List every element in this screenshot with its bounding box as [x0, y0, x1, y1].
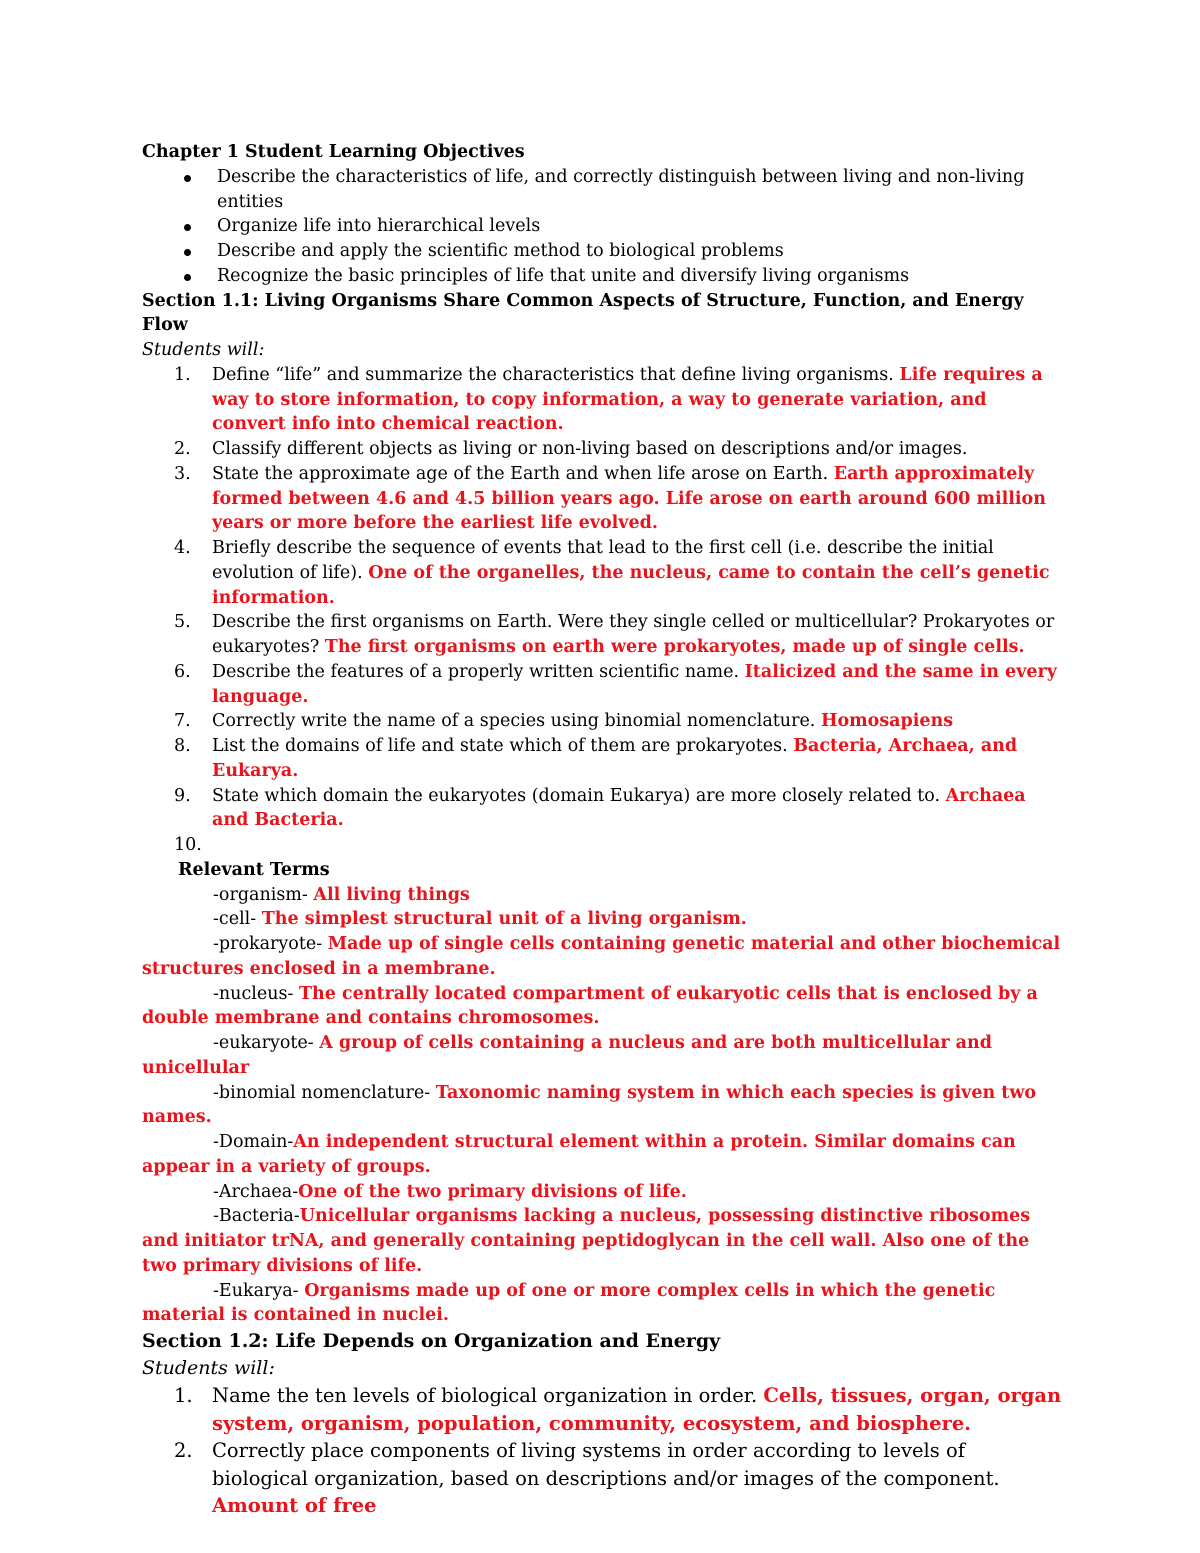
- term-definition: Made up of single cells containing genetic material and other biochemical structures enclosed in a membrane.: [142, 934, 1061, 979]
- chapter-title: Chapter 1 Student Learning Objectives: [142, 142, 525, 162]
- item-number: 7.: [174, 711, 191, 732]
- question-text: Correctly write the name of a species using binomial nomenclature.: [212, 711, 816, 732]
- objective-item: Organize life into hierarchical levels: [142, 214, 1062, 239]
- students-will-label: Students will:: [142, 340, 265, 360]
- answer-text: Archaea and Bacteria.: [212, 785, 1026, 831]
- term-name: -eukaryote-: [213, 1033, 314, 1053]
- objective-row: [142, 784, 1062, 834]
- term-definition: A group of cells containing a nucleus and are both multicellular and unicellular: [142, 1033, 992, 1078]
- item-number: 9.: [174, 785, 191, 806]
- term-entry: [142, 907, 1062, 932]
- objective-row: [142, 734, 1062, 784]
- term-definition: Unicellular organisms lacking a nucleus, possessing distinctive ribosomes and initiator trNA, and generally containing peptidoglycan in the cell wall. Also one of the two primary divisions of life.: [142, 1206, 1031, 1276]
- term-definition: Organisms made up of one or more complex cells in which the genetic material is contained in nuclei.: [142, 1280, 996, 1326]
- term-name: -Archaea-: [213, 1181, 299, 1202]
- section-1-2-title: Section 1.2: Life Depends on Organization and Energy: [142, 1330, 721, 1352]
- item-number: 5.: [174, 612, 191, 633]
- term-entry: [142, 982, 1062, 1032]
- question-text: List the domains of life and state which of them are prokaryotes.: [212, 736, 788, 756]
- item-number: 2.: [174, 439, 191, 459]
- question-text: Define “life” and summarize the characteristics that define living organisms.: [212, 364, 894, 385]
- objective-item: Describe the characteristics of life, and correctly distinguish between living and non-living entities: [142, 165, 1062, 215]
- item-number: 10.: [174, 835, 202, 855]
- question-text: Name the ten levels of biological organization in order.: [212, 1384, 758, 1407]
- item-number: 1.: [174, 1384, 193, 1407]
- term-name: -Eukarya-: [213, 1280, 299, 1301]
- objective-item: Recognize the basic principles of life that unite and diversify living organisms: [142, 264, 1062, 289]
- term-name: -binomial nomenclature-: [213, 1082, 431, 1103]
- term-name: -nucleus-: [213, 983, 294, 1004]
- term-definition: The centrally located compartment of eukaryotic cells that is enclosed by a double membrane and contains chromosomes.: [142, 983, 1038, 1029]
- item-number: 6.: [174, 661, 191, 682]
- question-text: State which domain the eukaryotes (domain Eukarya) are more closely related to.: [212, 785, 941, 806]
- objective-row: [142, 709, 1062, 734]
- answer-text: Bacteria, Archaea, and Eukarya.: [212, 736, 1018, 781]
- section-1-1-title: Section 1.1: Living Organisms Share Common Aspects of Structure, Function, and Energy Flow: [142, 290, 1024, 336]
- term-entry: [142, 1081, 1062, 1131]
- item-number: 4.: [174, 538, 191, 558]
- term-entry: [142, 1279, 1062, 1329]
- term-entry: [142, 932, 1062, 982]
- item-number: 1.: [174, 364, 191, 385]
- objective-item: Describe and apply the scientific method to biological problems: [142, 239, 1062, 264]
- term-entry: [142, 1180, 1062, 1205]
- term-entry: [142, 1031, 1062, 1081]
- students-will-label: Students will:: [142, 1357, 275, 1379]
- term-entry: [142, 1204, 1062, 1278]
- answer-text: Life requires a way to store information, to copy information, a way to generate variation, and convert info into chemical reaction.: [212, 364, 1043, 435]
- item-number: 2.: [174, 1439, 193, 1462]
- objective-row: [142, 462, 1062, 536]
- document-page: [142, 140, 1062, 1520]
- question-text: Briefly describe the sequence of events that lead to the first cell (i.e. describe the initial evolution of life).: [212, 538, 994, 583]
- objective-row: [142, 1437, 1062, 1520]
- term-name: -cell-: [213, 909, 257, 930]
- answer-text: Homosapiens: [820, 711, 954, 732]
- question-text: Correctly place components of living systems in order according to levels of biological organization, based on descriptions and/or images of the component.: [212, 1439, 1000, 1490]
- question-text: Describe the first organisms on Earth. Were they single celled or multicellular? Prokaryotes or eukaryotes?: [212, 612, 1055, 657]
- term-definition: An independent structural element within a protein. Similar domains can appear in a variety of groups.: [142, 1132, 1016, 1177]
- answer-text: Amount of free: [212, 1494, 377, 1517]
- objective-row: [142, 437, 1062, 462]
- term-definition: One of the two primary divisions of life.: [298, 1181, 687, 1202]
- term-name: -organism-: [213, 884, 308, 905]
- objective-row: [142, 536, 1062, 610]
- term-name: -Domain-: [213, 1132, 294, 1152]
- answer-text: One of the organelles, the nucleus, came to contain the cell’s genetic information.: [212, 562, 1050, 608]
- question-text: Describe the features of a properly written scientific name.: [212, 661, 740, 682]
- answer-text: The first organisms on earth were prokaryotes, made up of single cells.: [324, 637, 1025, 657]
- item-number: 8.: [174, 736, 191, 756]
- objective-row: [142, 1382, 1062, 1437]
- objective-row: [142, 610, 1062, 660]
- objective-row: [142, 363, 1062, 437]
- relevant-terms-heading: Relevant Terms: [178, 859, 330, 880]
- term-name: -Bacteria-: [213, 1206, 300, 1227]
- objective-row: [142, 660, 1062, 710]
- term-definition: All living things: [313, 884, 470, 905]
- term-definition: The simplest structural unit of a living organism.: [261, 909, 747, 930]
- term-entry: [142, 883, 1062, 908]
- question-text: State the approximate age of the Earth and when life arose on Earth.: [212, 463, 829, 484]
- term-definition: Taxonomic naming system in which each species is given two names.: [142, 1082, 1037, 1128]
- answer-text: Italicized and the same in every language.: [212, 661, 1057, 707]
- answer-text: Earth approximately formed between 4.6 and 4.5 billion years ago. Life arose on earth around 600 million years or more before the earliest life evolved.: [212, 463, 1046, 534]
- objectives-list: [142, 165, 1062, 289]
- question-text: Classify different objects as living or non-living based on descriptions and/or images.: [212, 439, 968, 459]
- section-1-2-objectives: [142, 1382, 1062, 1520]
- objective-row: [142, 833, 1062, 858]
- answer-text: Cells, tissues, organ, organ system, organism, population, community, ecosystem, and biosphere.: [212, 1384, 1062, 1435]
- term-entry: [142, 1130, 1062, 1180]
- term-name: -prokaryote-: [213, 934, 323, 954]
- section-1-1-objectives: [142, 363, 1062, 858]
- item-number: 3.: [174, 463, 191, 484]
